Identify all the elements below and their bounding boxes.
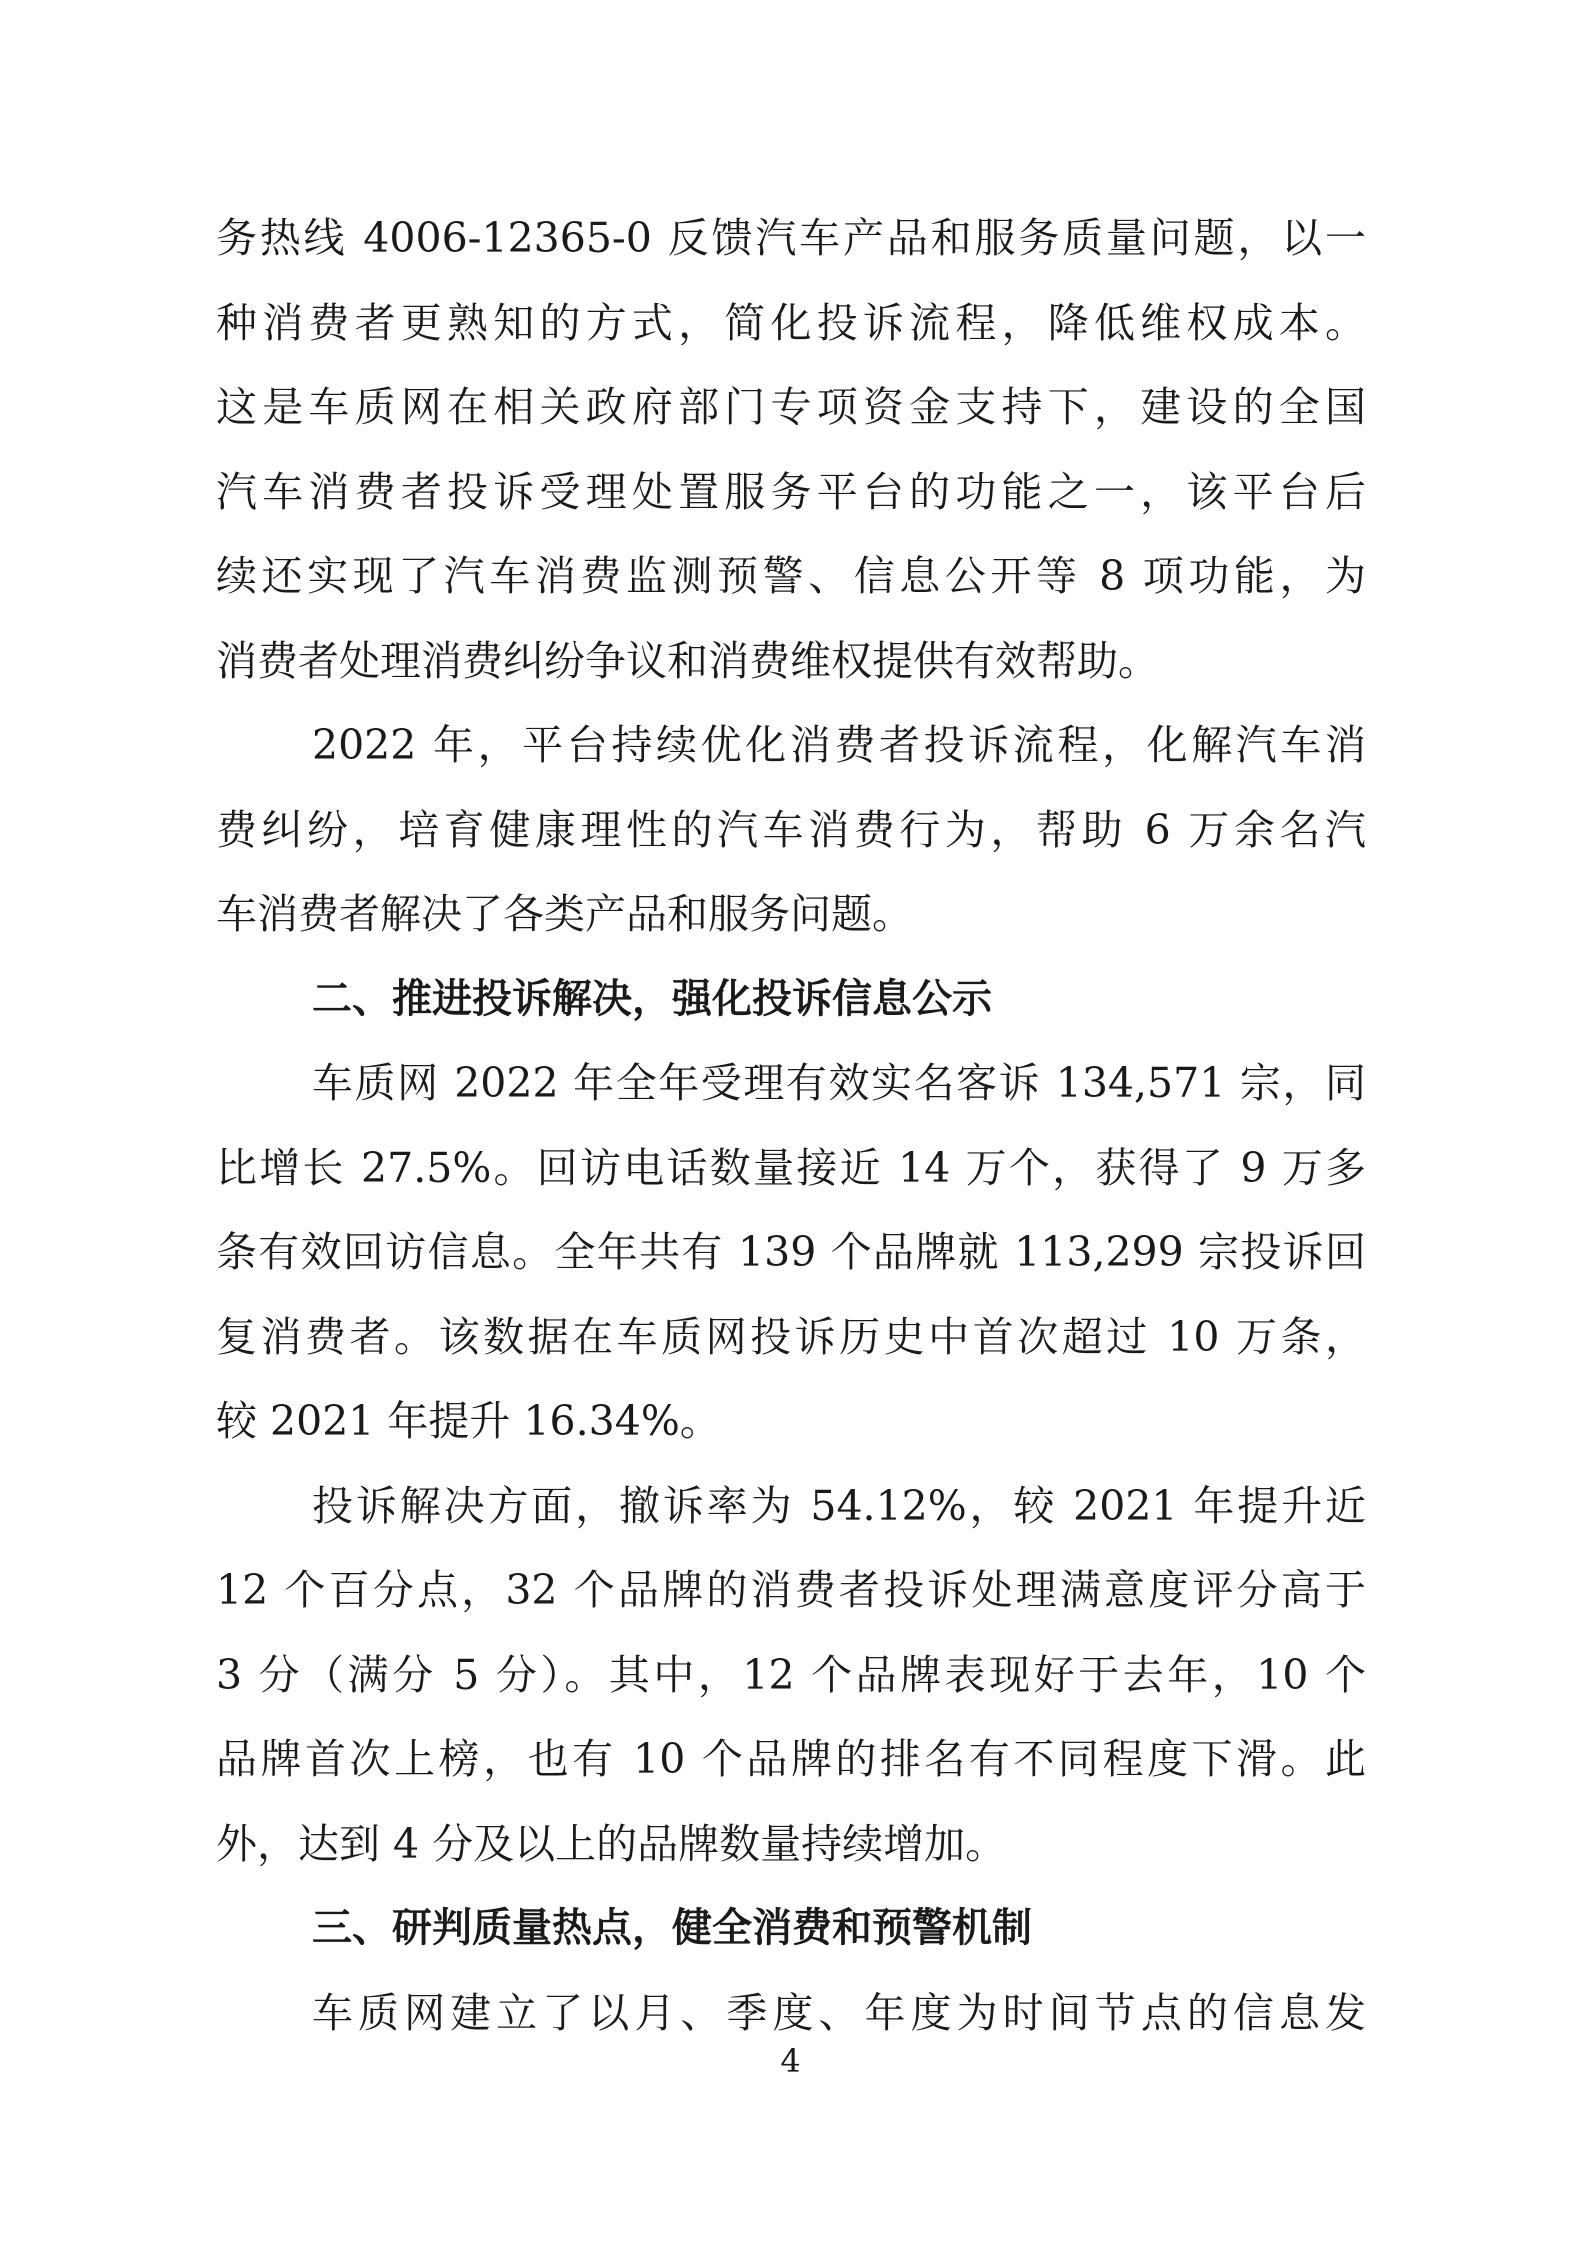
text-line-11: 车质网 2022 年全年受理有效实名客诉 134,571 宗，同 (312, 1059, 1366, 1107)
text-line-6: 消费者处理消费纠纷争议和消费维权提供有效帮助。 (216, 636, 1159, 685)
text-line-18: 3 分（满分 5 分）。其中，12 个品牌表现好于去年，10 个 (216, 1650, 1366, 1699)
section-heading-2: 二、推进投诉解决，强化投诉信息公示 (312, 975, 992, 1022)
text-line-16: 投诉解决方面，撤诉率为 54.12%，较 2021 年提升近 (312, 1481, 1366, 1530)
text-line-1: 务热线 4006-12365-0 反馈汽车产品和服务质量问题，以一 (216, 214, 1366, 262)
text-line-14: 复消费者。该数据在车质网投诉历史中首次超过 10 万条， (216, 1312, 1366, 1361)
page-number: 4 (780, 2042, 801, 2080)
text-line-4: 汽车消费者投诉受理处置服务平台的功能之一，该平台后 (216, 467, 1366, 516)
section-heading-3: 三、研判质量热点，健全消费和预警机制 (312, 1905, 1032, 1951)
text-line-3: 这是车质网在相关政府部门专项资金支持下，建设的全国 (216, 383, 1366, 431)
text-line-20: 外，达到 4 分及以上的品牌数量持续增加。 (216, 1819, 1007, 1868)
document-body (216, 196, 1366, 2055)
text-line-5: 续还实现了汽车消费监测预警、信息公开等 8 项功能，为 (216, 552, 1366, 600)
text-line-7: 2022 年，平台持续优化消费者投诉流程，化解汽车消 (312, 721, 1366, 769)
text-line-22: 车质网建立了以月、季度、年度为时间节点的信息发 (312, 1988, 1366, 2037)
text-line-15: 较 2021 年提升 16.34%。 (216, 1397, 721, 1445)
text-line-12: 比增长 27.5%。回访电话数量接近 14 万个，获得了 9 万多 (216, 1143, 1366, 1192)
text-line-13: 条有效回访信息。全年共有 139 个品牌就 113,299 宗投诉回 (216, 1228, 1366, 1276)
text-line-19: 品牌首次上榜，也有 10 个品牌的排名有不同程度下滑。此 (216, 1735, 1366, 1783)
text-line-2: 种消费者更熟知的方式，简化投诉流程，降低维权成本。 (216, 298, 1366, 347)
text-line-8: 费纠纷，培育健康理性的汽车消费行为，帮助 6 万余名汽 (216, 805, 1366, 854)
text-line-17: 12 个百分点，32 个品牌的消费者投诉处理满意度评分高于 (216, 1566, 1366, 1614)
text-line-9: 车消费者解决了各类产品和服务问题。 (216, 890, 913, 938)
